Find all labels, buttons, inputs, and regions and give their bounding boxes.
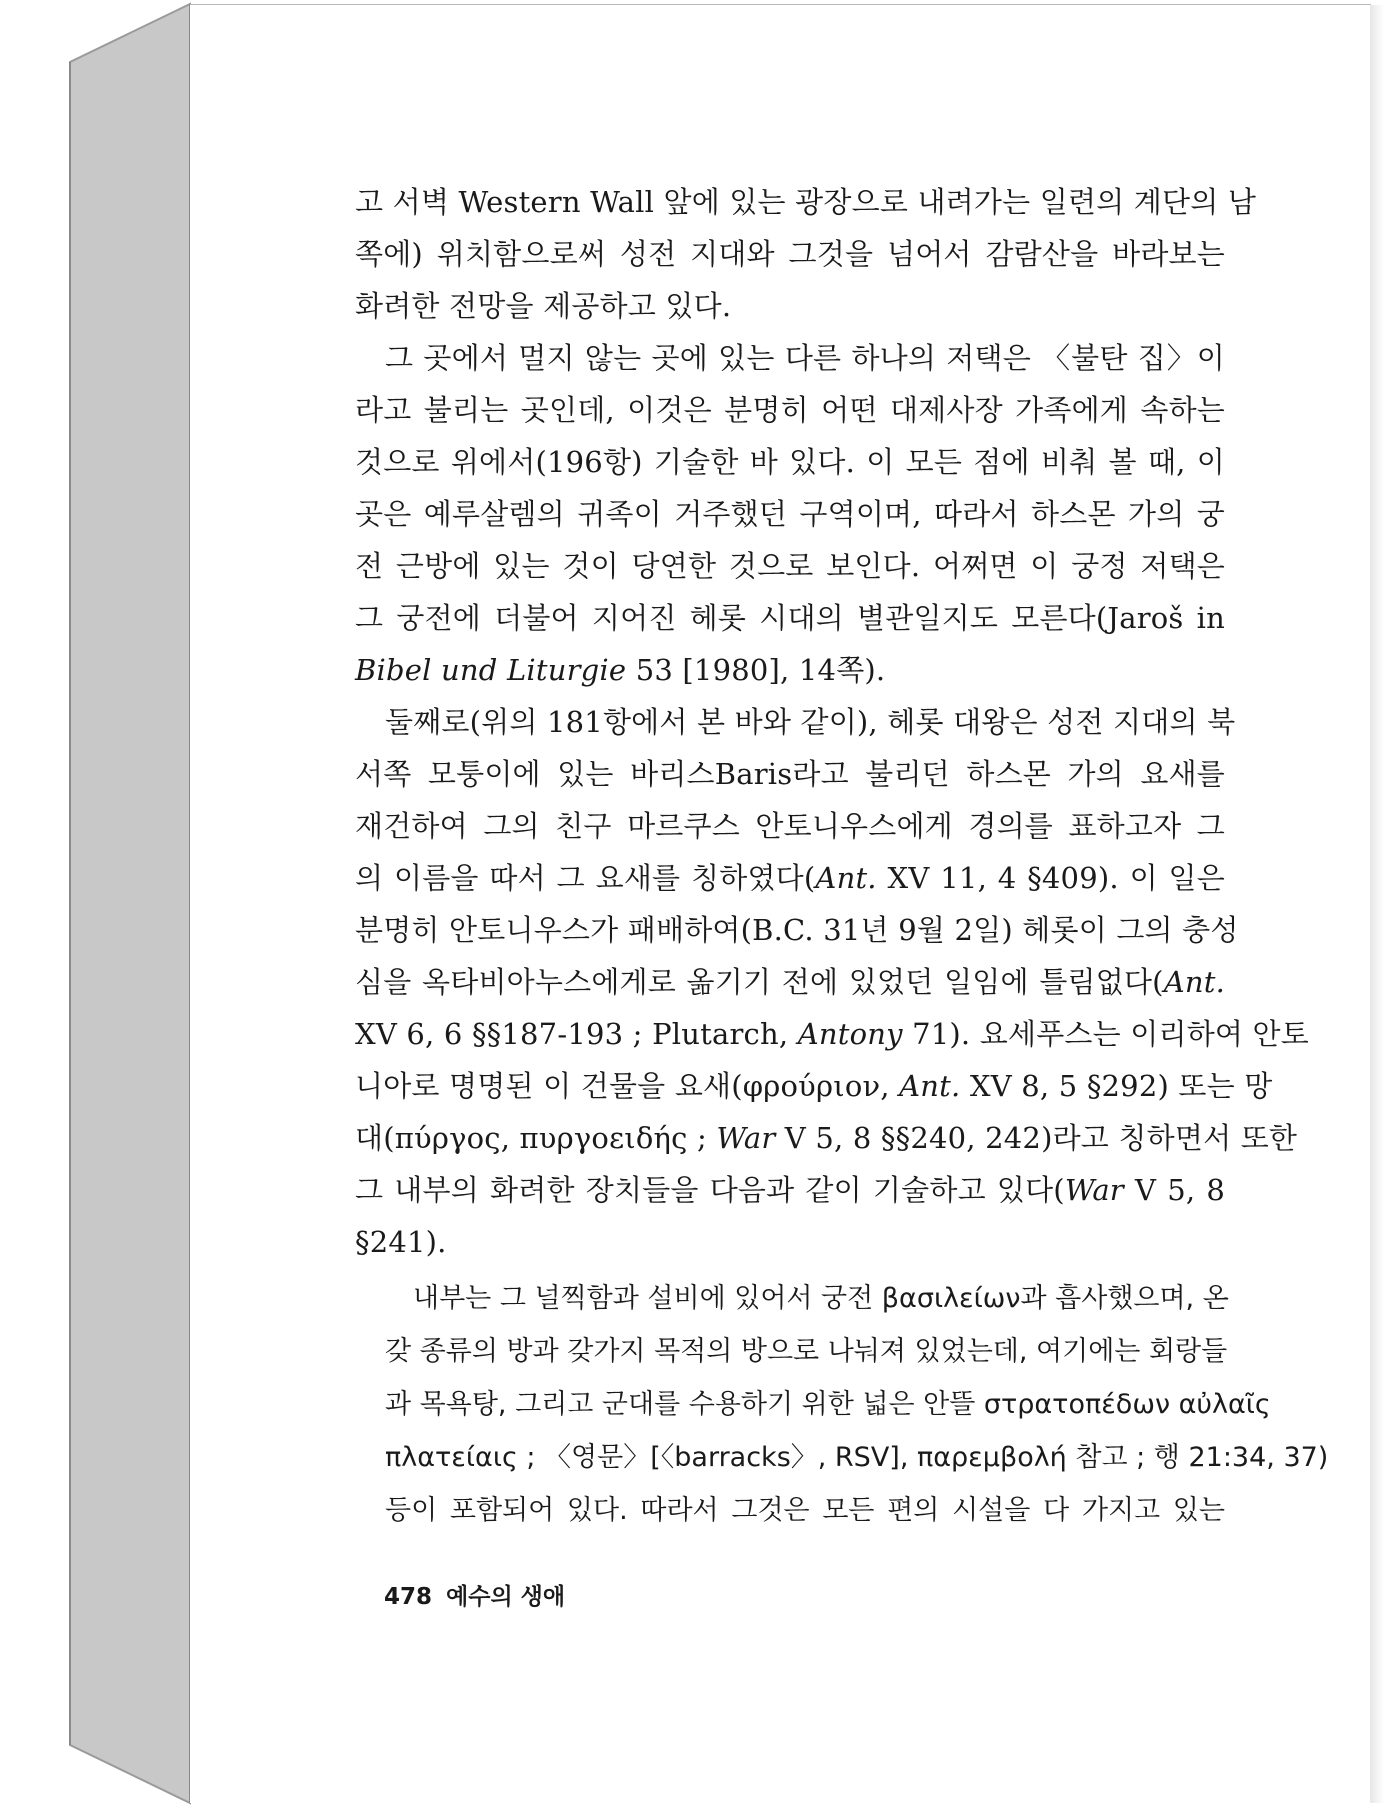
- text-line: 곳은 예루살렘의 귀족이 거주했던 구역이며, 따라서 하스몬 가의 궁: [355, 497, 1225, 531]
- text-line: [355, 852, 1225, 904]
- text-line: [355, 956, 1225, 1008]
- italic-title: Bibel und Liturgie: [355, 653, 627, 687]
- page-number: 478: [384, 1584, 433, 1610]
- paragraph-3: [355, 696, 1309, 1268]
- running-title: 예수의 생애: [446, 1584, 566, 1610]
- text-line: 그 곳에서 멀지 않는 곳에 있는 다른 하나의 저택은 〈불탄 집〉이: [385, 341, 1225, 375]
- quote-line: 과 목욕탕, 그리고 군대를 수용하기 위한 넓은 안뜰 στρατοπέδων αὐλαῖς: [385, 1389, 1271, 1420]
- page-footer: [384, 1578, 565, 1611]
- text-line: [355, 1008, 1309, 1060]
- text-fragment: XV 8, 5 §292) 또는 망: [960, 1069, 1273, 1103]
- text-line: 둘째로(위의 181항에서 본 바와 같이), 헤롯 대왕은 성전 지대의 북: [385, 705, 1236, 739]
- text-line: 그 궁전에 더불어 지어진 헤롯 시대의 별관일지도 모른다(Jaroš in: [355, 601, 1225, 635]
- text-fragment: 심을 옥타비아누스에게로 옮기기 전에 있었던 일임에 틀림없다(: [355, 965, 1164, 999]
- italic-abbrev: Ant.: [899, 1069, 961, 1103]
- text-line: 전 근방에 있는 것이 당연한 것으로 보인다. 어쩌면 이 궁정 저택은: [355, 549, 1225, 583]
- text-line: 재건하여 그의 친구 마르쿠스 안토니우스에게 경의를 표하고자 그: [355, 809, 1225, 843]
- text-fragment: XV 6, 6 §§187-193 ; Plutarch,: [355, 1017, 798, 1051]
- quote-line: πλατείαις ; 〈영문〉[〈barracks〉, RSV], παρεμβολή 참고 ; 행 21:34, 37): [385, 1442, 1329, 1473]
- text-line: §241).: [355, 1225, 447, 1259]
- text-fragment: 53 [1980], 14쪽).: [626, 653, 886, 687]
- text-line: 고 서벽 Western Wall 앞에 있는 광장으로 내려가는 일련의 계단의 남: [355, 185, 1257, 219]
- text-line: 것으로 위에서(196항) 기술한 바 있다. 이 모든 점에 비춰 볼 때, 이: [355, 445, 1225, 479]
- quote-line: 내부는 그 널찍함과 설비에 있어서 궁전 βασιλείων과 흡사했으며, 온: [413, 1283, 1229, 1314]
- quote-line: 등이 포함되어 있다. 따라서 그것은 모든 편의 시설을 다 가지고 있는: [385, 1495, 1225, 1526]
- italic-abbrev: War: [1064, 1173, 1124, 1207]
- text-fragment: 대(πύργος, πυργοειδής ;: [355, 1121, 717, 1155]
- text-line: [355, 644, 1225, 696]
- text-fragment: 의 이름을 따서 그 요새를 칭하였다(: [355, 861, 816, 895]
- text-line: [355, 1164, 1225, 1216]
- text-fragment: V 5, 8 §§240, 242)라고 칭하면서 또한: [775, 1121, 1298, 1155]
- italic-abbrev: War: [716, 1121, 776, 1155]
- text-line: [355, 1060, 1273, 1112]
- text-line: 쪽에) 위치함으로써 성전 지대와 그것을 넘어서 감람산을 바라보는: [355, 237, 1225, 271]
- italic-abbrev: Ant.: [1163, 965, 1225, 999]
- text-line: 분명히 안토니우스가 패배하여(B.C. 31년 9월 2일) 헤롯이 그의 충성: [355, 913, 1239, 947]
- paragraph-1: [355, 176, 1257, 332]
- italic-abbrev: Ant.: [815, 861, 877, 895]
- quote-line: 갖 종류의 방과 갖가지 목적의 방으로 나눠져 있었는데, 여기에는 회랑들: [385, 1336, 1228, 1367]
- text-line: 라고 불리는 곳인데, 이것은 분명히 어떤 대제사장 가족에게 속하는: [355, 393, 1225, 427]
- block-quote: [385, 1272, 1329, 1537]
- body-text: [355, 176, 1309, 1268]
- text-line: 서쪽 모퉁이에 있는 바리스Baris라고 불리던 하스몬 가의 요새를: [355, 757, 1225, 791]
- text-line: 화려한 전망을 제공하고 있다.: [355, 289, 732, 323]
- text-fragment: 니아로 명명된 이 건물을 요새(φρούριον,: [355, 1069, 900, 1103]
- text-fragment: V 5, 8: [1123, 1173, 1225, 1207]
- italic-title: Antony: [797, 1017, 903, 1051]
- text-fragment: XV 11, 4 §409). 이 일은: [876, 861, 1225, 895]
- text-line: [355, 1112, 1298, 1164]
- paragraph-2: [355, 332, 1225, 696]
- text-fragment: 71). 요세푸스는 이리하여 안토: [902, 1017, 1309, 1051]
- text-fragment: 그 내부의 화려한 장치들을 다음과 같이 기술하고 있다(: [355, 1173, 1065, 1207]
